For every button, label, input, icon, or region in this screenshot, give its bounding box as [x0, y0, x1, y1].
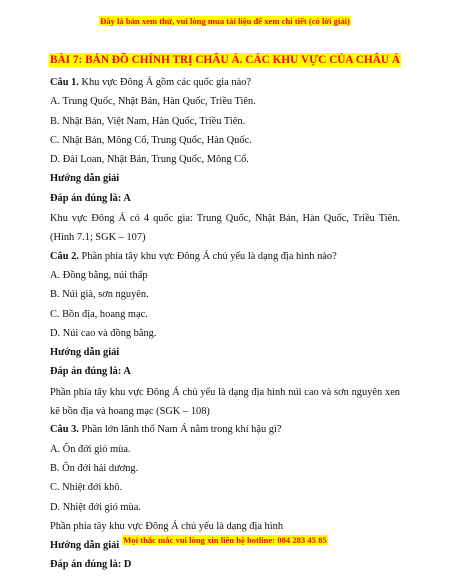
hotline-footer-text: Mọi thắc mắc vui lòng xin liên hệ hotline: 084 283 45 85 [123, 535, 327, 545]
question-1-option-d: D. Đài Loan, Nhật Bản, Trung Quốc, Mông Cổ. [50, 154, 249, 166]
question-3-option-b: B. Ôn đới hải dương. [50, 462, 139, 474]
question-3-option-d: D. Nhiệt đới gió mùa. [50, 501, 141, 513]
hotline-footer-banner [0, 535, 450, 545]
question-2-explanation: Phần phía tây khu vực Đông Á chủ yếu là dạng địa hình núi cao và sơn nguyên xen kẽ bồn địa và hoang mạc (SGK – 108) [50, 386, 400, 418]
question-2-option-b: B. Núi già, sơn nguyên. [50, 289, 149, 301]
question-2 [50, 248, 400, 267]
question-3-option-c: C. Nhiệt đới khô. [50, 482, 123, 494]
question-1-guide-heading: Hướng dẫn giải [50, 173, 120, 185]
lesson-title-text: BÀI 7: BẢN ĐỒ CHÍNH TRỊ CHÂU Á. CÁC KHU VỰC CỦA CHÂU Á [49, 54, 400, 66]
preview-notice-text: Đây là bản xem thử, vui lòng mua tài liệu để xem chi tiết (có lời giải) [100, 16, 350, 26]
question-3 [50, 421, 400, 440]
question-3-answer: Đáp án đúng là: D [50, 559, 132, 571]
question-1-option-c: C. Nhật Bản, Mông Cổ, Trung Quốc, Hàn Quốc. [50, 134, 252, 146]
question-2-label: Câu 2. [50, 250, 79, 262]
question-1-option-b: B. Nhật Bản, Việt Nam, Hàn Quốc, Triều Tiên. [50, 115, 246, 127]
question-3-text: Phần lớn lãnh thổ Nam Á nằm trong khí hậu gì? [78, 424, 282, 436]
question-1-answer: Đáp án đúng là: A [50, 192, 131, 204]
preview-notice-banner [0, 16, 450, 26]
question-2-option-a: A. Đồng bằng, núi thấp [50, 269, 148, 281]
question-2-guide-heading: Hướng dẫn giải [50, 347, 120, 359]
question-3-guide-heading: Hướng dẫn giải [50, 540, 120, 552]
question-3-option-a: A. Ôn đới gió mùa. [50, 443, 131, 455]
question-1-label: Câu 1. [50, 77, 79, 88]
question-3-explanation: Phần phía tây khu vực Đông Á chủ yếu là dạng địa hình [50, 520, 284, 532]
question-2-option-d: D. Núi cao và đồng bằng. [50, 327, 157, 339]
question-1-text: Khu vực Đông Á gồm các quốc gia nào? [78, 77, 251, 88]
question-1-option-a: A. Trung Quốc, Nhật Bản, Hàn Quốc, Triều Tiên. [50, 96, 256, 108]
question-2-option-c: C. Bồn địa, hoang mạc. [50, 308, 148, 320]
question-2-answer: Đáp án đúng là: A [50, 366, 131, 378]
lesson-title [0, 54, 450, 66]
question-1-explanation: Khu vực Đông Á có 4 quốc gia: Trung Quốc, Nhật Bản, Hàn Quốc, Triều Tiên. (Hình 7.1; SGK – 107) [50, 213, 400, 244]
question-1 [50, 74, 400, 93]
question-2-text: Phần phía tây khu vực Đông Á chủ yếu là dạng địa hình nào? [78, 250, 337, 262]
question-3-label: Câu 3. [50, 424, 79, 436]
document-body [50, 74, 400, 576]
